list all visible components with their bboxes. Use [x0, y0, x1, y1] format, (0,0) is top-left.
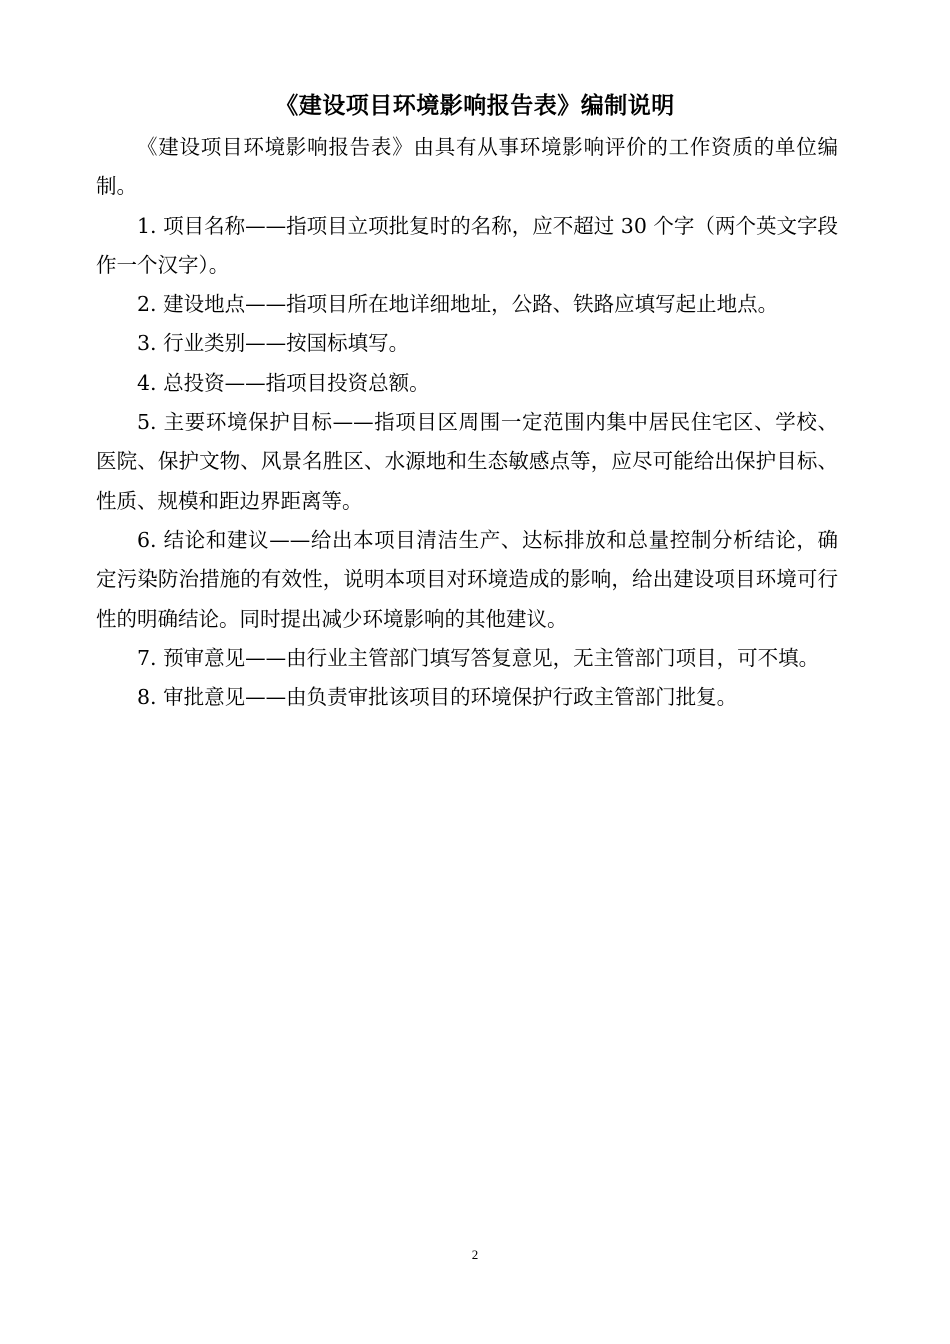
item-approval-opinion: 8. 审批意见——由负责审批该项目的环境保护行政主管部门批复。 — [137, 685, 738, 710]
item-industry-category: 3. 行业类别——按国标填写。 — [137, 331, 410, 356]
intro-paragraph: 《建设项目环境影响报告表》由具有从事环境影响评价的工作资质的单位编制。 — [96, 135, 838, 199]
item-project-name: 1. 项目名称——指项目立项批复时的名称，应不超过 30 个字（两个英文字段作一个汉字）。 — [96, 213, 838, 277]
item-preliminary-review: 7. 预审意见——由行业主管部门填写答复意见，无主管部门项目，可不填。 — [137, 645, 820, 670]
item-total-investment: 4. 总投资——指项目投资总额。 — [137, 370, 430, 395]
item-conclusions-suggestions: 6. 结论和建议——给出本项目清洁生产、达标排放和总量控制分析结论，确定污染防治措施的有效性，说明本项目对环境造成的影响，给出建设项目环境可行性的明确结论。同时提出减少环境影响的其他建议。 — [96, 527, 838, 631]
page-number: 2 — [471, 1247, 479, 1262]
document-body — [96, 128, 838, 717]
item-construction-location: 2. 建设地点——指项目所在地详细地址，公路、铁路应填写起止地点。 — [137, 292, 779, 317]
item-protection-targets: 5. 主要环境保护目标——指项目区周围一定范围内集中居民住宅区、学校、医院、保护文物、风景名胜区、水源地和生态敏感点等，应尽可能给出保护目标、性质、规模和距边界距离等。 — [96, 410, 838, 513]
document-title: 《建设项目环境影响报告表》编制说明 — [275, 93, 675, 119]
